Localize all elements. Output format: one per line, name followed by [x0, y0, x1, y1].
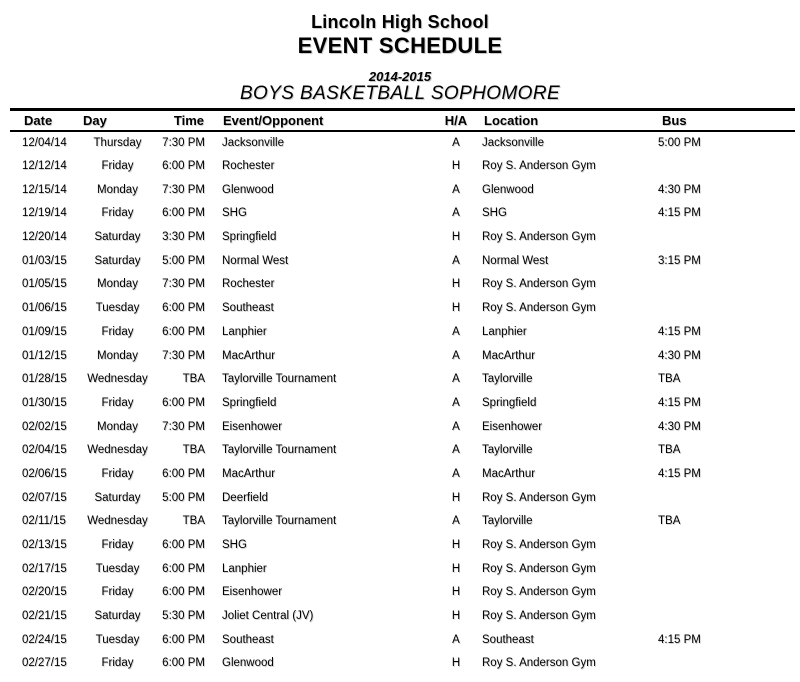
cell-date: 02/06/15 — [22, 467, 67, 480]
cell-date: 02/04/15 — [22, 444, 67, 457]
cell-date: 01/03/15 — [22, 254, 67, 267]
cell-location: Taylorville — [482, 515, 533, 528]
cell-location: Roy S. Anderson Gym — [482, 231, 596, 244]
column-header-event-opponent: Event/Opponent — [207, 110, 440, 131]
cell-home-away: A — [452, 420, 460, 433]
cell-location: SHG — [482, 207, 507, 220]
table-row — [10, 510, 795, 534]
cell-time: 5:00 PM — [162, 491, 205, 504]
cell-time: 5:30 PM — [162, 610, 205, 623]
cell-location: Roy S. Anderson Gym — [482, 491, 596, 504]
cell-time: 5:00 PM — [162, 254, 205, 267]
cell-event-opponent: Rochester — [222, 278, 275, 291]
cell-event-opponent: Joliet Central (JV) — [222, 610, 314, 623]
cell-date: 02/24/15 — [22, 633, 67, 646]
document-title: EVENT SCHEDULE — [297, 33, 503, 58]
cell-date: 02/02/15 — [22, 420, 67, 433]
cell-event-opponent: Eisenhower — [222, 420, 283, 433]
cell-day: Tuesday — [95, 562, 140, 575]
cell-bus-time: 4:15 PM — [658, 207, 701, 220]
table-row — [10, 486, 795, 510]
table-row — [10, 131, 795, 155]
table-row — [10, 344, 795, 368]
cell-day: Friday — [101, 586, 134, 599]
cell-event-opponent: Glenwood — [222, 657, 274, 670]
cell-bus-time: 4:15 PM — [658, 325, 701, 338]
cell-day: Monday — [97, 278, 138, 291]
table-header-row — [10, 110, 795, 131]
cell-home-away: H — [451, 278, 461, 291]
cell-event-opponent: Rochester — [222, 160, 275, 173]
cell-bus-time — [650, 557, 795, 581]
cell-day: Saturday — [94, 231, 141, 244]
cell-date: 02/07/15 — [22, 491, 67, 504]
cell-day: Friday — [101, 160, 134, 173]
cell-date: 12/15/14 — [22, 183, 67, 196]
cell-day: Friday — [101, 325, 134, 338]
document-header — [0, 0, 800, 104]
cell-location: Taylorville — [482, 444, 533, 457]
cell-event-opponent: SHG — [222, 207, 247, 220]
cell-date: 02/13/15 — [22, 539, 67, 552]
cell-bus-time — [650, 533, 795, 557]
cell-time: TBA — [182, 515, 205, 528]
cell-date: 02/27/15 — [22, 657, 67, 670]
cell-event-opponent: Deerfield — [222, 491, 269, 504]
cell-bus-time: 4:15 PM — [658, 396, 701, 409]
cell-location: MacArthur — [482, 349, 536, 362]
cell-bus-time: 4:30 PM — [658, 183, 701, 196]
cell-bus-time: 5:00 PM — [658, 136, 701, 149]
table-row — [10, 249, 795, 273]
cell-event-opponent: Taylorville Tournament — [222, 515, 337, 528]
cell-home-away: H — [451, 539, 461, 552]
cell-time: 6:00 PM — [162, 562, 205, 575]
cell-date: 01/06/15 — [22, 302, 67, 315]
cell-bus-time: 4:30 PM — [658, 420, 701, 433]
column-header-bus: Bus — [650, 110, 795, 131]
cell-bus-time — [650, 652, 795, 676]
column-header-day: Day — [75, 110, 160, 131]
cell-day: Monday — [97, 183, 138, 196]
cell-bus-time — [650, 273, 795, 297]
cell-bus-time — [650, 581, 795, 605]
cell-bus-time: 4:15 PM — [658, 467, 701, 480]
cell-time: 7:30 PM — [162, 420, 205, 433]
cell-day: Friday — [101, 467, 134, 480]
cell-date: 02/11/15 — [22, 515, 66, 528]
cell-home-away: H — [451, 231, 461, 244]
cell-home-away: A — [452, 349, 460, 362]
table-row — [10, 628, 795, 652]
cell-day: Saturday — [94, 610, 141, 623]
table-row — [10, 604, 795, 628]
season-years: 2014-2015 — [368, 69, 432, 84]
cell-location: Southeast — [482, 633, 534, 646]
cell-time: TBA — [182, 373, 205, 386]
cell-location: Glenwood — [482, 183, 534, 196]
cell-location: Roy S. Anderson Gym — [482, 657, 596, 670]
cell-day: Monday — [97, 349, 138, 362]
cell-date: 12/04/14 — [22, 136, 67, 149]
cell-event-opponent: SHG — [222, 539, 247, 552]
cell-time: 7:30 PM — [162, 349, 205, 362]
column-header-home-away: H/A — [440, 110, 472, 131]
cell-time: 7:30 PM — [162, 183, 205, 196]
cell-bus-time: TBA — [658, 515, 681, 528]
cell-bus-time: 4:30 PM — [658, 349, 701, 362]
cell-bus-time: TBA — [658, 373, 681, 386]
cell-time: 6:00 PM — [162, 325, 205, 338]
cell-event-opponent: Normal West — [222, 254, 289, 267]
cell-home-away: H — [451, 586, 461, 599]
cell-event-opponent: Taylorville Tournament — [222, 444, 337, 457]
cell-day: Saturday — [94, 491, 141, 504]
school-name: Lincoln High School — [311, 12, 489, 32]
table-row — [10, 438, 795, 462]
cell-home-away: H — [451, 562, 461, 575]
cell-event-opponent: Eisenhower — [222, 586, 283, 599]
cell-time: TBA — [182, 444, 205, 457]
table-row — [10, 391, 795, 415]
cell-home-away: A — [452, 467, 460, 480]
cell-day: Friday — [101, 207, 134, 220]
cell-time: 6:00 PM — [162, 207, 205, 220]
cell-day: Wednesday — [87, 373, 148, 386]
table-row — [10, 581, 795, 605]
cell-location: Roy S. Anderson Gym — [482, 562, 596, 575]
cell-day: Friday — [101, 539, 134, 552]
cell-date: 01/05/15 — [22, 278, 67, 291]
cell-home-away: A — [452, 515, 460, 528]
cell-location: Roy S. Anderson Gym — [482, 302, 596, 315]
cell-date: 02/17/15 — [22, 562, 67, 575]
table-row — [10, 202, 795, 226]
cell-day: Thursday — [93, 136, 142, 149]
team-name: BOYS BASKETBALL SOPHOMORE — [239, 83, 561, 104]
cell-time: 6:00 PM — [162, 586, 205, 599]
cell-home-away: A — [452, 396, 460, 409]
cell-home-away: A — [452, 254, 460, 267]
column-header-date: Date — [10, 110, 75, 131]
cell-home-away: A — [452, 136, 460, 149]
cell-location: Taylorville — [482, 373, 533, 386]
table-row — [10, 225, 795, 249]
cell-event-opponent: Springfield — [222, 396, 277, 409]
cell-event-opponent: Southeast — [222, 633, 274, 646]
cell-home-away: A — [452, 183, 460, 196]
cell-location: Jacksonville — [482, 136, 544, 149]
cell-bus-time: TBA — [658, 444, 681, 457]
cell-location: Eisenhower — [482, 420, 543, 433]
cell-day: Friday — [101, 657, 134, 670]
cell-bus-time — [650, 486, 795, 510]
table-row — [10, 533, 795, 557]
table-row — [10, 178, 795, 202]
cell-home-away: H — [451, 160, 461, 173]
cell-date: 01/28/15 — [22, 373, 67, 386]
cell-event-opponent: Jacksonville — [222, 136, 284, 149]
cell-time: 6:00 PM — [162, 302, 205, 315]
cell-home-away: H — [451, 302, 461, 315]
table-row — [10, 415, 795, 439]
cell-time: 6:00 PM — [162, 633, 205, 646]
cell-time: 6:00 PM — [162, 657, 205, 670]
cell-time: 7:30 PM — [162, 278, 205, 291]
cell-day: Tuesday — [95, 633, 140, 646]
cell-bus-time — [650, 154, 795, 178]
cell-event-opponent: Springfield — [222, 231, 277, 244]
cell-day: Tuesday — [95, 302, 140, 315]
cell-location: Roy S. Anderson Gym — [482, 278, 596, 291]
cell-location: Roy S. Anderson Gym — [482, 539, 596, 552]
cell-bus-time — [650, 296, 795, 320]
cell-time: 6:00 PM — [162, 396, 205, 409]
column-header-location: Location — [472, 110, 650, 131]
table-row — [10, 273, 795, 297]
cell-home-away: A — [452, 325, 460, 338]
cell-day: Saturday — [94, 254, 141, 267]
cell-day: Wednesday — [87, 444, 148, 457]
cell-home-away: H — [451, 657, 461, 670]
cell-event-opponent: MacArthur — [222, 467, 276, 480]
cell-day: Monday — [97, 420, 138, 433]
cell-location: Roy S. Anderson Gym — [482, 610, 596, 623]
cell-event-opponent: Taylorville Tournament — [222, 373, 337, 386]
cell-home-away: A — [452, 633, 460, 646]
cell-time: 6:00 PM — [162, 467, 205, 480]
table-row — [10, 462, 795, 486]
cell-time: 3:30 PM — [162, 231, 205, 244]
cell-home-away: A — [452, 373, 460, 386]
table-row — [10, 557, 795, 581]
cell-event-opponent: MacArthur — [222, 349, 276, 362]
cell-bus-time — [650, 225, 795, 249]
cell-day: Friday — [101, 396, 134, 409]
cell-date: 01/30/15 — [22, 396, 67, 409]
table-row — [10, 296, 795, 320]
cell-home-away: H — [451, 610, 461, 623]
cell-time: 7:30 PM — [162, 136, 205, 149]
cell-home-away: A — [452, 207, 460, 220]
cell-bus-time: 4:15 PM — [658, 633, 701, 646]
cell-location: Springfield — [482, 396, 537, 409]
cell-time: 6:00 PM — [162, 539, 205, 552]
cell-event-opponent: Southeast — [222, 302, 274, 315]
cell-home-away: H — [451, 491, 461, 504]
cell-date: 02/21/15 — [22, 610, 67, 623]
cell-location: Lanphier — [482, 325, 527, 338]
table-row — [10, 367, 795, 391]
table-row — [10, 320, 795, 344]
cell-location: Roy S. Anderson Gym — [482, 586, 596, 599]
cell-time: 6:00 PM — [162, 160, 205, 173]
cell-date: 12/12/14 — [22, 160, 67, 173]
table-row — [10, 154, 795, 178]
cell-location: Roy S. Anderson Gym — [482, 160, 596, 173]
cell-day: Wednesday — [87, 515, 148, 528]
cell-event-opponent: Lanphier — [222, 562, 267, 575]
cell-event-opponent: Glenwood — [222, 183, 274, 196]
cell-date: 12/20/14 — [22, 231, 67, 244]
cell-location: Normal West — [482, 254, 549, 267]
schedule-table-body — [10, 131, 795, 676]
column-header-time: Time — [160, 110, 207, 131]
cell-home-away: A — [452, 444, 460, 457]
cell-location: MacArthur — [482, 467, 536, 480]
cell-bus-time: 3:15 PM — [658, 254, 701, 267]
cell-event-opponent: Lanphier — [222, 325, 267, 338]
cell-date: 01/12/15 — [22, 349, 67, 362]
cell-date: 01/09/15 — [22, 325, 67, 338]
cell-date: 02/20/15 — [22, 586, 67, 599]
cell-date: 12/19/14 — [22, 207, 67, 220]
table-row — [10, 652, 795, 676]
schedule-table — [10, 108, 795, 675]
cell-bus-time — [650, 604, 795, 628]
